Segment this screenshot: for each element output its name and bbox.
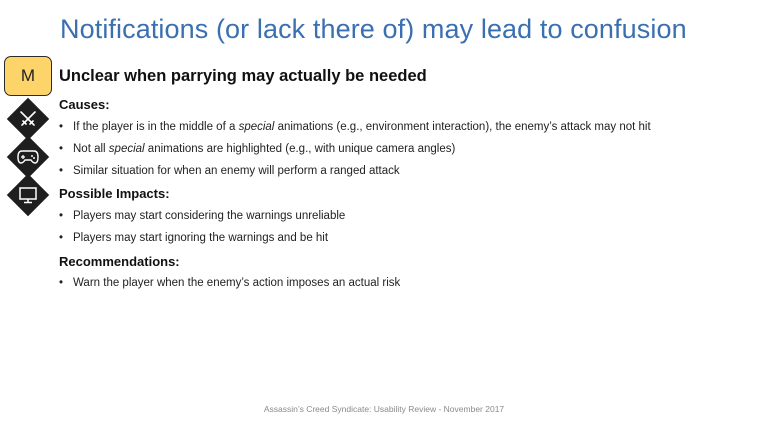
list-item: • Warn the player when the enemy’s action imposes an actual risk [59,277,401,289]
recommendations-label: Recommendations: [59,254,180,269]
possible-impacts-label: Possible Impacts: [59,186,170,201]
list-item: • Players may start ignoring the warnings and be hit [59,232,329,244]
list-item: • If the player is in the middle of a special animations (e.g., environment interaction), the enemy’s attack may not hit [59,121,651,133]
footer-text: Assassin’s Creed Syndicate: Usability Review - November 2017 [263,404,505,414]
crossed-swords-icon [7,98,49,140]
list-item: • Players may start considering the warnings unreliable [59,210,346,222]
issue-heading: Unclear when parrying may actually be needed [59,67,427,85]
causes-label: Causes: [59,97,110,112]
slide-title: Notifications (or lack there of) may lead to confusion [60,14,687,44]
gamepad-icon [7,136,49,178]
list-item: • Not all special animations are highlighted (e.g., with unique camera angles) [59,143,456,155]
severity-badge: M [4,56,52,96]
list-item: • Similar situation for when an enemy will perform a ranged attack [59,165,400,177]
monitor-icon [7,174,49,216]
